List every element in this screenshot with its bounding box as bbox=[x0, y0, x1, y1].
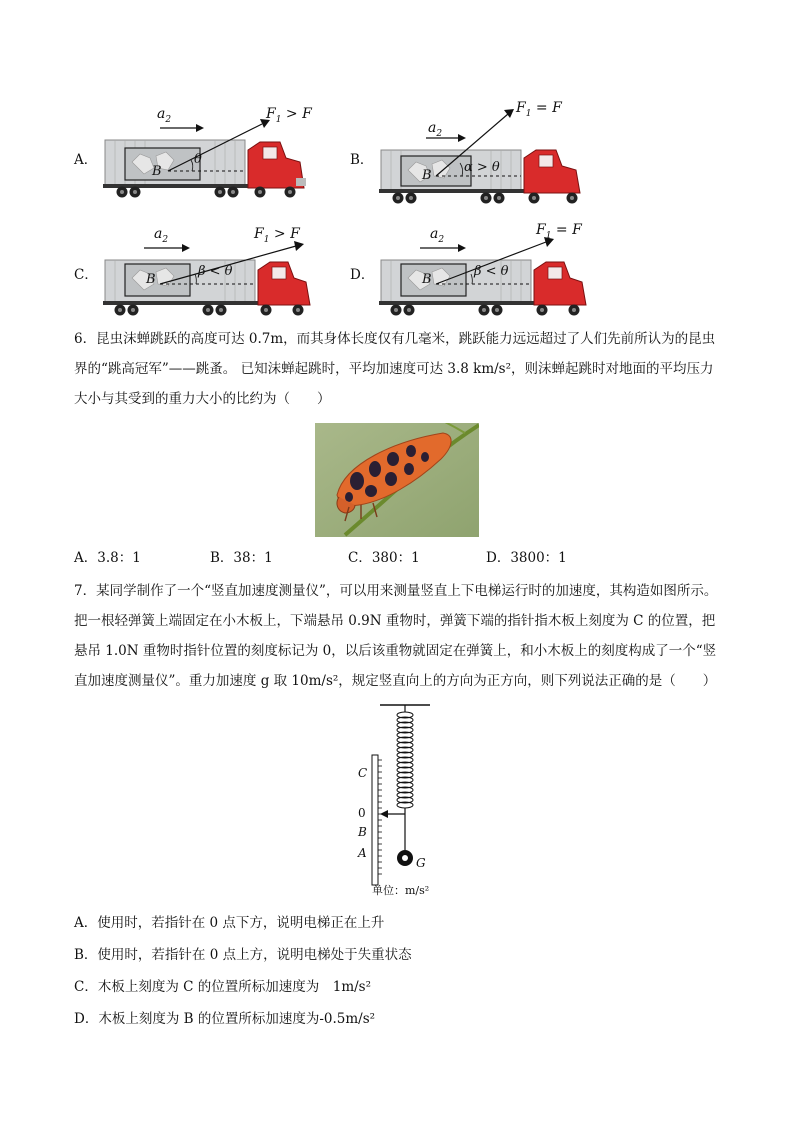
froghopper-photo bbox=[315, 423, 479, 537]
angle-label-a: θ bbox=[194, 152, 202, 167]
accel-label-c: $a_2$ bbox=[154, 226, 169, 245]
q6-option-a[interactable]: A．3.8：1 bbox=[74, 550, 141, 566]
block-label-c: B bbox=[146, 272, 156, 287]
q7-line-2: 把一根轻弹簧上端固定在小木板上，下端悬吊 0.9N 重物时，弹簧下端的指针指木板上刻度为 C 的位置，把 bbox=[74, 613, 716, 629]
scale-board bbox=[372, 755, 378, 885]
angle-label-b: α > θ bbox=[464, 160, 500, 175]
scale-label-a: A bbox=[358, 846, 367, 860]
accel-label-a: $a_2$ bbox=[157, 106, 172, 125]
q7-line-1: 7．某同学制作了一个“竖直加速度测量仪”，可以用来测量竖直上下电梯运行时的加速度，其构造如图所示。 bbox=[74, 583, 718, 599]
scale-ticks bbox=[378, 760, 384, 874]
scale-label-c: C bbox=[358, 766, 368, 780]
q7-option-a[interactable]: A．使用时，若指针在 0 点下方，说明电梯正在上升 bbox=[74, 915, 385, 931]
block-label-d: B bbox=[422, 272, 432, 287]
force-label-c: $F_1 > F$ bbox=[254, 226, 300, 245]
accel-label-d: $a_2$ bbox=[430, 226, 445, 245]
q7-option-c[interactable]: C．木板上刻度为 C 的位置所标加速度为 1m/s² bbox=[74, 979, 372, 995]
truck-cab-a bbox=[248, 142, 306, 188]
q7-option-d[interactable]: D．木板上刻度为 B 的位置所标加速度为-0.5m/s² bbox=[74, 1011, 376, 1027]
truck-figure-a bbox=[100, 100, 340, 200]
q6-option-d[interactable]: D．3800：1 bbox=[486, 550, 567, 566]
container-a bbox=[103, 140, 253, 188]
q6-line-3: 大小与其受到的重力大小的比约为（ ） bbox=[74, 391, 331, 407]
q6-option-b[interactable]: B．38：1 bbox=[210, 550, 273, 566]
truck-figure-c bbox=[100, 222, 340, 322]
force-label-b: $F_1 = F$ bbox=[516, 100, 562, 119]
option-b-label: B． bbox=[350, 152, 374, 168]
q6-line-1: 6．昆虫沫蝉跳跃的高度可达 0.7m，而其身体长度仅有几毫米，跳跃能力远远超过了人们先前所认为的昆虫 bbox=[74, 331, 716, 347]
block-label-b: B bbox=[422, 168, 432, 183]
q6-option-c[interactable]: C．380：1 bbox=[348, 550, 420, 566]
mass-label-g: G bbox=[416, 856, 426, 870]
scale-label-b: B bbox=[358, 825, 367, 839]
unit-caption: 单位：m/s² bbox=[372, 884, 430, 897]
option-a-label: A． bbox=[74, 152, 98, 168]
option-c-label: C． bbox=[74, 267, 98, 283]
q7-option-b[interactable]: B．使用时，若指针在 0 点上方，说明电梯处于失重状态 bbox=[74, 947, 412, 963]
accelerometer-diagram bbox=[350, 700, 460, 900]
truck-figure-d bbox=[376, 222, 616, 322]
angle-label-d: β < θ bbox=[474, 264, 509, 279]
accel-label-b: $a_2$ bbox=[428, 120, 443, 139]
angle-label-c: β < θ bbox=[198, 264, 233, 279]
block-label-a: B bbox=[152, 164, 162, 179]
scale-label-0: 0 bbox=[358, 806, 366, 820]
spring bbox=[397, 712, 413, 808]
force-label-d: $F_1 = F$ bbox=[536, 222, 582, 241]
q6-line-2: 界的“跳高冠军”——跳蚤。 已知沫蝉起跳时，平均加速度可达 3.8 km/s²，则沫蝉起跳时对地面的平均压力 bbox=[74, 361, 714, 377]
truck-figure-b bbox=[376, 100, 616, 200]
force-label-a: $F_1 > F$ bbox=[266, 106, 312, 125]
q7-line-4: 直加速度测量仪”。重力加速度 g 取 10m/s²，规定竖直向上的方向为正方向，则下列说法正确的是（ ） bbox=[74, 673, 717, 689]
truck-diagram-b bbox=[376, 100, 616, 210]
q7-line-3: 悬吊 1.0N 重物时指针位置的刻度标记为 0，以后该重物就固定在弹簧上，和小木板上的刻度构成了一个“竖 bbox=[74, 643, 717, 659]
option-d-label: D． bbox=[350, 267, 375, 283]
